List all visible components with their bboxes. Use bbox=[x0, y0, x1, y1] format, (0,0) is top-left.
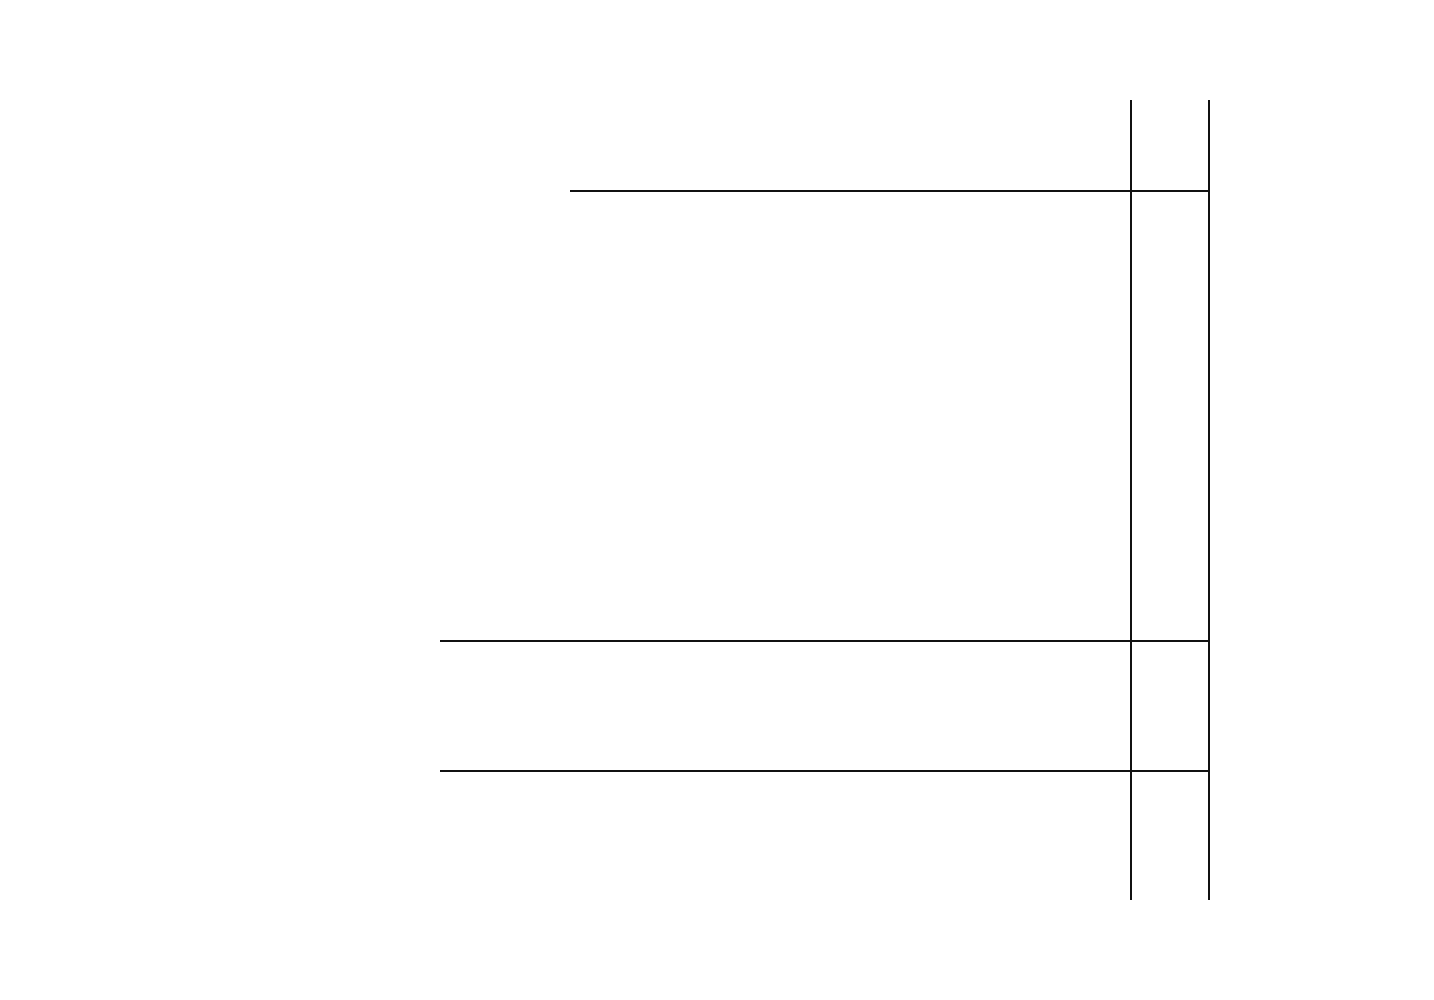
col-rule-3 bbox=[440, 770, 1210, 772]
sidebar-credit bbox=[2, 989, 14, 998]
header-bottom-rule bbox=[1130, 100, 1132, 900]
table-top-rule bbox=[1208, 100, 1210, 900]
col-rule-2 bbox=[440, 640, 1210, 642]
col-rule-1 bbox=[570, 190, 1210, 192]
